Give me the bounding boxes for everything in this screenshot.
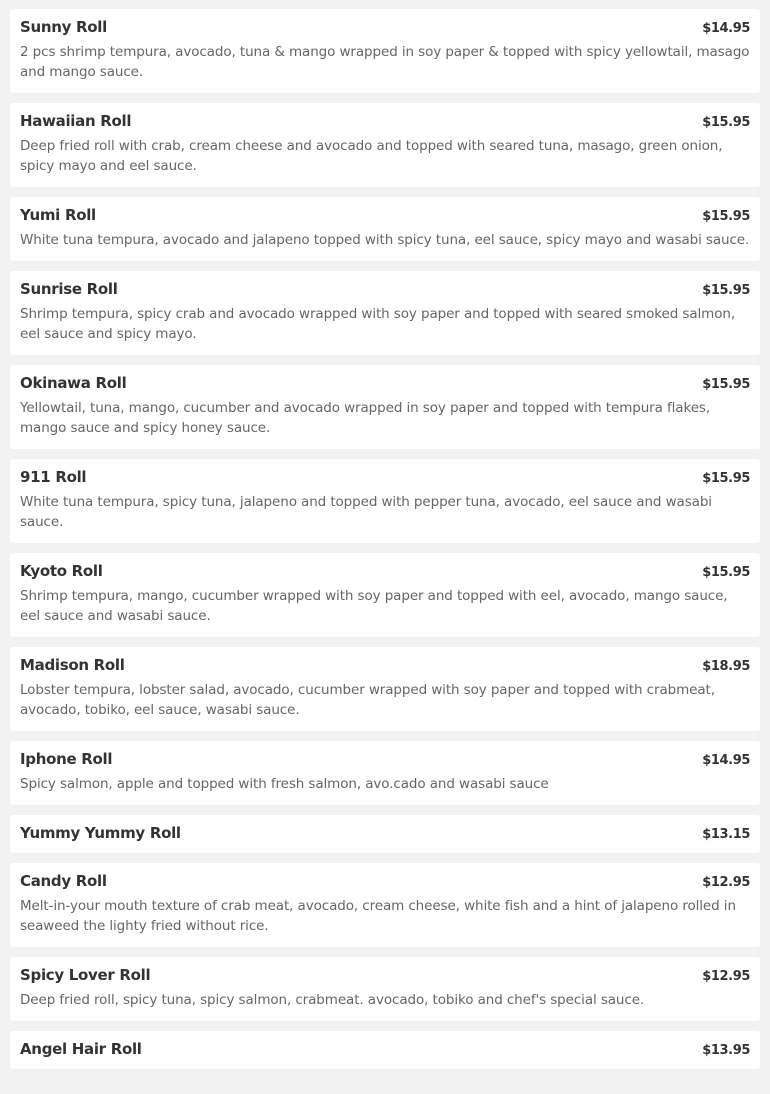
menu-item-description: Shrimp tempura, spicy crab and avocado wrapped with soy paper and topped with seared smoked salmon, eel sauce and spicy mayo. [20, 306, 736, 342]
menu-item-header [20, 206, 750, 224]
menu-item-card[interactable] [10, 197, 760, 261]
menu-item-price: $15.95 [702, 209, 750, 224]
menu-item-description: White tuna tempura, avocado and jalapeno topped with spicy tuna, eel sauce, spicy mayo and wasabi sauce. [20, 232, 750, 248]
menu-item-card[interactable] [10, 365, 760, 449]
menu-item-card[interactable] [10, 553, 760, 637]
menu-item-card[interactable] [10, 741, 760, 805]
menu-item-description: Shrimp tempura, mango, cucumber wrapped with soy paper and topped with eel, avocado, mango sauce, eel sauce and wasabi sauce. [20, 588, 728, 624]
menu-item-description: Melt-in-your mouth texture of crab meat, avocado, cream cheese, white fish and a hint of jalapeno rolled in seaweed the lighty fried without rice. [20, 898, 736, 934]
menu-item-header [20, 112, 750, 130]
menu-item-price: $13.15 [702, 827, 750, 842]
menu-item-description: Deep fried roll with crab, cream cheese and avocado and topped with seared tuna, masago, green onion, spicy mayo and eel sauce. [20, 138, 723, 174]
menu-item-card[interactable] [10, 459, 760, 543]
menu-item-name: Hawaiian Roll [20, 112, 132, 130]
menu-item-header [20, 824, 750, 842]
menu-item-price: $12.95 [702, 875, 750, 890]
menu-item-name: Sunrise Roll [20, 280, 118, 298]
menu-item-header [20, 374, 750, 392]
menu-item-header [20, 1040, 750, 1058]
menu-item-header [20, 562, 750, 580]
menu-item-name: Madison Roll [20, 656, 125, 674]
menu-item-name: Angel Hair Roll [20, 1040, 142, 1058]
menu-item-description: Spicy salmon, apple and topped with fresh salmon, avo.cado and wasabi sauce [20, 776, 549, 792]
menu-item-price: $15.95 [702, 471, 750, 486]
menu-item-header [20, 280, 750, 298]
menu-item-price: $12.95 [702, 969, 750, 984]
menu-item-card[interactable] [10, 271, 760, 355]
menu-item-card[interactable] [10, 1031, 760, 1069]
menu-item-description: Lobster tempura, lobster salad, avocado, cucumber wrapped with soy paper and topped with crabmeat, avocado, tobiko, eel sauce, wasabi sauce. [20, 682, 715, 718]
menu-item-header [20, 656, 750, 674]
menu-item-header [20, 750, 750, 768]
menu-item-price: $15.95 [702, 115, 750, 130]
menu-item-price: $15.95 [702, 565, 750, 580]
menu-item-card[interactable] [10, 103, 760, 187]
menu-item-name: Okinawa Roll [20, 374, 127, 392]
menu-item-header [20, 966, 750, 984]
menu-item-description: White tuna tempura, spicy tuna, jalapeno and topped with pepper tuna, avocado, eel sauce and wasabi sauce. [20, 494, 712, 530]
menu-item-card[interactable] [10, 863, 760, 947]
menu-item-name: Candy Roll [20, 872, 107, 890]
menu-item-name: Yumi Roll [20, 206, 96, 224]
menu-item-name: Kyoto Roll [20, 562, 103, 580]
menu-item-name: Yummy Yummy Roll [20, 824, 181, 842]
menu-item-name: 911 Roll [20, 468, 87, 486]
menu-item-card[interactable] [10, 9, 760, 93]
menu-item-price: $13.95 [702, 1043, 750, 1058]
menu-item-price: $14.95 [702, 753, 750, 768]
menu-item-description: 2 pcs shrimp tempura, avocado, tuna & mango wrapped in soy paper & topped with spicy yellowtail, masago and mango sauce. [20, 44, 750, 80]
menu-item-card[interactable] [10, 647, 760, 731]
menu-item-price: $18.95 [702, 659, 750, 674]
menu-item-card[interactable] [10, 815, 760, 853]
menu-item-header [20, 18, 750, 36]
menu-item-description: Deep fried roll, spicy tuna, spicy salmon, crabmeat. avocado, tobiko and chef's special sauce. [20, 992, 645, 1008]
menu-item-price: $15.95 [702, 283, 750, 298]
menu-item-name: Iphone Roll [20, 750, 113, 768]
menu-item-header [20, 872, 750, 890]
menu-item-card[interactable] [10, 957, 760, 1021]
menu-item-price: $14.95 [702, 21, 750, 36]
menu-item-description: Yellowtail, tuna, mango, cucumber and avocado wrapped in soy paper and topped with tempura flakes, mango sauce and spicy honey sauce. [20, 400, 711, 436]
menu-item-price: $15.95 [702, 377, 750, 392]
menu-item-name: Sunny Roll [20, 18, 107, 36]
menu-item-name: Spicy Lover Roll [20, 966, 151, 984]
menu-item-header [20, 468, 750, 486]
